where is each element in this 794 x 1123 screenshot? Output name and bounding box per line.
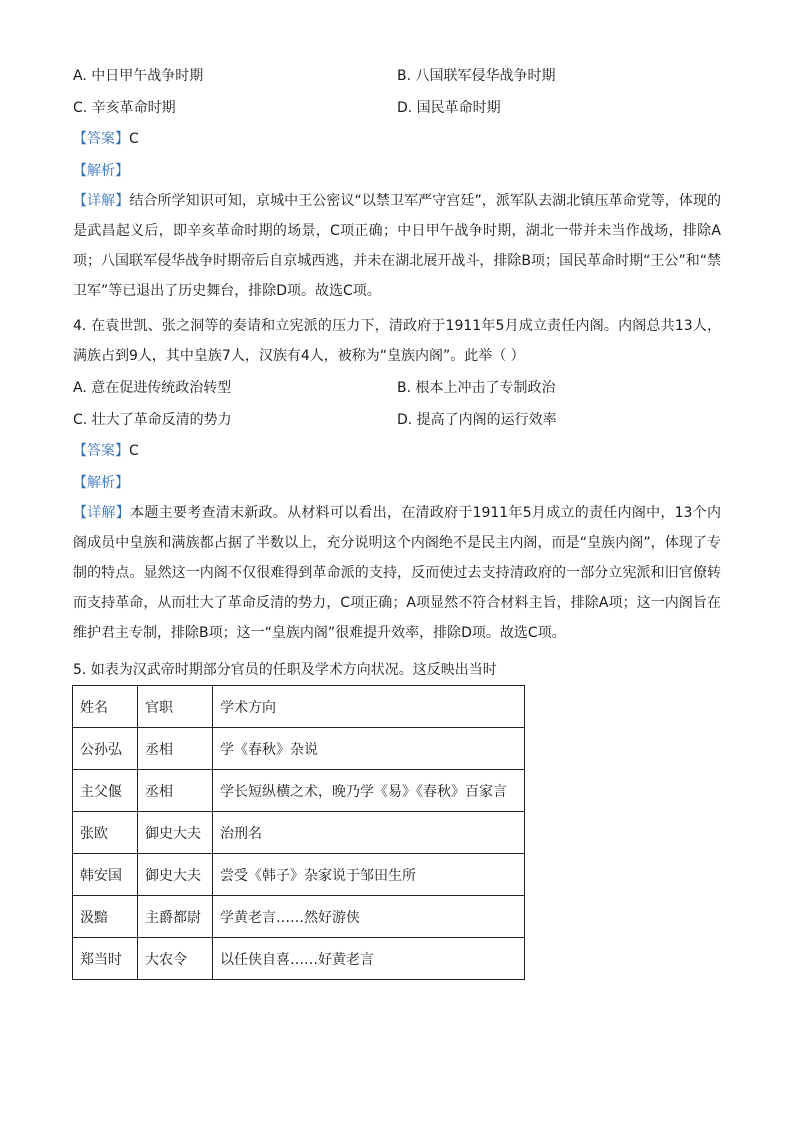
- table-cell-scholarship: 学《春秋》杂说: [213, 728, 525, 770]
- table-cell-name: 公孙弘: [73, 728, 138, 770]
- q3-detail-text: 结合所学知识可知，京城中王公密议“以禁卫军严守宫廷”，派军队去湖北镇压革命党等，体现的是武昌起义后，即辛亥革命时期的场景，C项正确；中日甲午战争时期，湖北一带并未当作战场，排除A项；八国联军侵华战争时期帝后自京城西逃，并未在湖北展开战斗，排除B项；国民革命时期“王公”和“禁卫军”等已退出了历史舞台，排除D项。故选C项。: [73, 193, 721, 299]
- q4-option-d: D. 提高了内阁的运行效率: [397, 412, 557, 428]
- q3-option-a: A. 中日甲午战争时期: [73, 68, 204, 84]
- table-cell-scholarship: 以任侠自喜……好黄老言: [213, 938, 525, 980]
- q4-detail-text: 本题主要考查清末新政。从材料可以看出，在清政府于1911年5月成立的责任内阁中，13个内阁成员中皇族和满族都占据了半数以上，充分说明这个内阁绝不是民主内阁，而是“皇族内阁”，体现了专制的特点。显然这一内阁不仅很难得到革命派的支持，反而使过去支持清政府的一部分立宪派和旧官僚转而支持革命，从而壮大了革命反清的势力，C项正确；A项显然不符合材料主旨，排除A项；这一内阁旨在维护君主专制，排除B项；这一“皇族内阁”很难提升效率，排除D项。故选C项。: [73, 505, 721, 641]
- q3-option-d: D. 国民革命时期: [397, 100, 501, 116]
- q3-analysis-heading: [73, 161, 129, 181]
- table-row: [73, 938, 525, 980]
- q4-detail-tag: 【详解】: [73, 505, 131, 521]
- table-row: [73, 896, 525, 938]
- table-cell-name: 张欧: [73, 812, 138, 854]
- table-cell-name: 主父偃: [73, 770, 138, 812]
- table-header-row: [73, 686, 525, 728]
- q3-analysis-tag: 【解析】: [73, 163, 129, 179]
- table-cell-office: 主爵都尉: [138, 896, 213, 938]
- table-cell-scholarship: 学长短纵横之术，晚乃学《易》《春秋》百家言: [213, 770, 525, 812]
- table-cell-office: 御史大夫: [138, 812, 213, 854]
- q4-option-c: C. 壮大了革命反清的势力: [73, 412, 232, 428]
- q4-option-b: B. 根本上冲击了专制政治: [397, 380, 556, 396]
- table-cell-office: 大农令: [138, 938, 213, 980]
- q3-answer-tag: 【答案】: [73, 131, 129, 147]
- q4-answer-line: [73, 441, 139, 461]
- q3-option-c: C. 辛亥革命时期: [73, 100, 176, 116]
- table-cell-office: 丞相: [138, 770, 213, 812]
- table-header-office: 官职: [138, 686, 213, 728]
- table-header-scholarship: 学术方向: [213, 686, 525, 728]
- table-cell-name: 韩安国: [73, 854, 138, 896]
- table-row: [73, 854, 525, 896]
- table-cell-name: 郑当时: [73, 938, 138, 980]
- q3-answer: C: [129, 131, 139, 147]
- table-row: [73, 770, 525, 812]
- table-cell-scholarship: 尝受《韩子》杂家说于邹田生所: [213, 854, 525, 896]
- table-cell-office: 丞相: [138, 728, 213, 770]
- q3-detail-tag: 【详解】: [73, 193, 130, 209]
- table-cell-name: 汲黯: [73, 896, 138, 938]
- q4-analysis-tag: 【解析】: [73, 475, 129, 491]
- q4-stem: 4. 在袁世凯、张之洞等的奏请和立宪派的压力下，清政府于1911年5月成立责任内阁。内阁总共13人，满族占到9人，其中皇族7人，汉族有4人，被称为“皇族内阁”。此举（ ）: [73, 318, 721, 364]
- q4-answer: C: [129, 443, 139, 459]
- table-cell-office: 御史大夫: [138, 854, 213, 896]
- q3-option-b: B. 八国联军侵华战争时期: [397, 68, 556, 84]
- table-cell-scholarship: 学黄老言……然好游侠: [213, 896, 525, 938]
- q3-detail-paragraph: [73, 186, 721, 306]
- q5-stem: 5. 如表为汉武帝时期部分官员的任职及学术方向状况。这反映出当时: [73, 662, 497, 678]
- q5-table: [72, 685, 525, 980]
- table-cell-scholarship: 治刑名: [213, 812, 525, 854]
- table-row: [73, 728, 525, 770]
- q4-option-a: A. 意在促进传统政治转型: [73, 380, 232, 396]
- table-header-name: 姓名: [73, 686, 138, 728]
- q3-answer-line: [73, 129, 139, 149]
- q4-analysis-heading: [73, 473, 129, 493]
- q4-detail-paragraph: [73, 498, 721, 648]
- q4-answer-tag: 【答案】: [73, 443, 129, 459]
- table-row: [73, 812, 525, 854]
